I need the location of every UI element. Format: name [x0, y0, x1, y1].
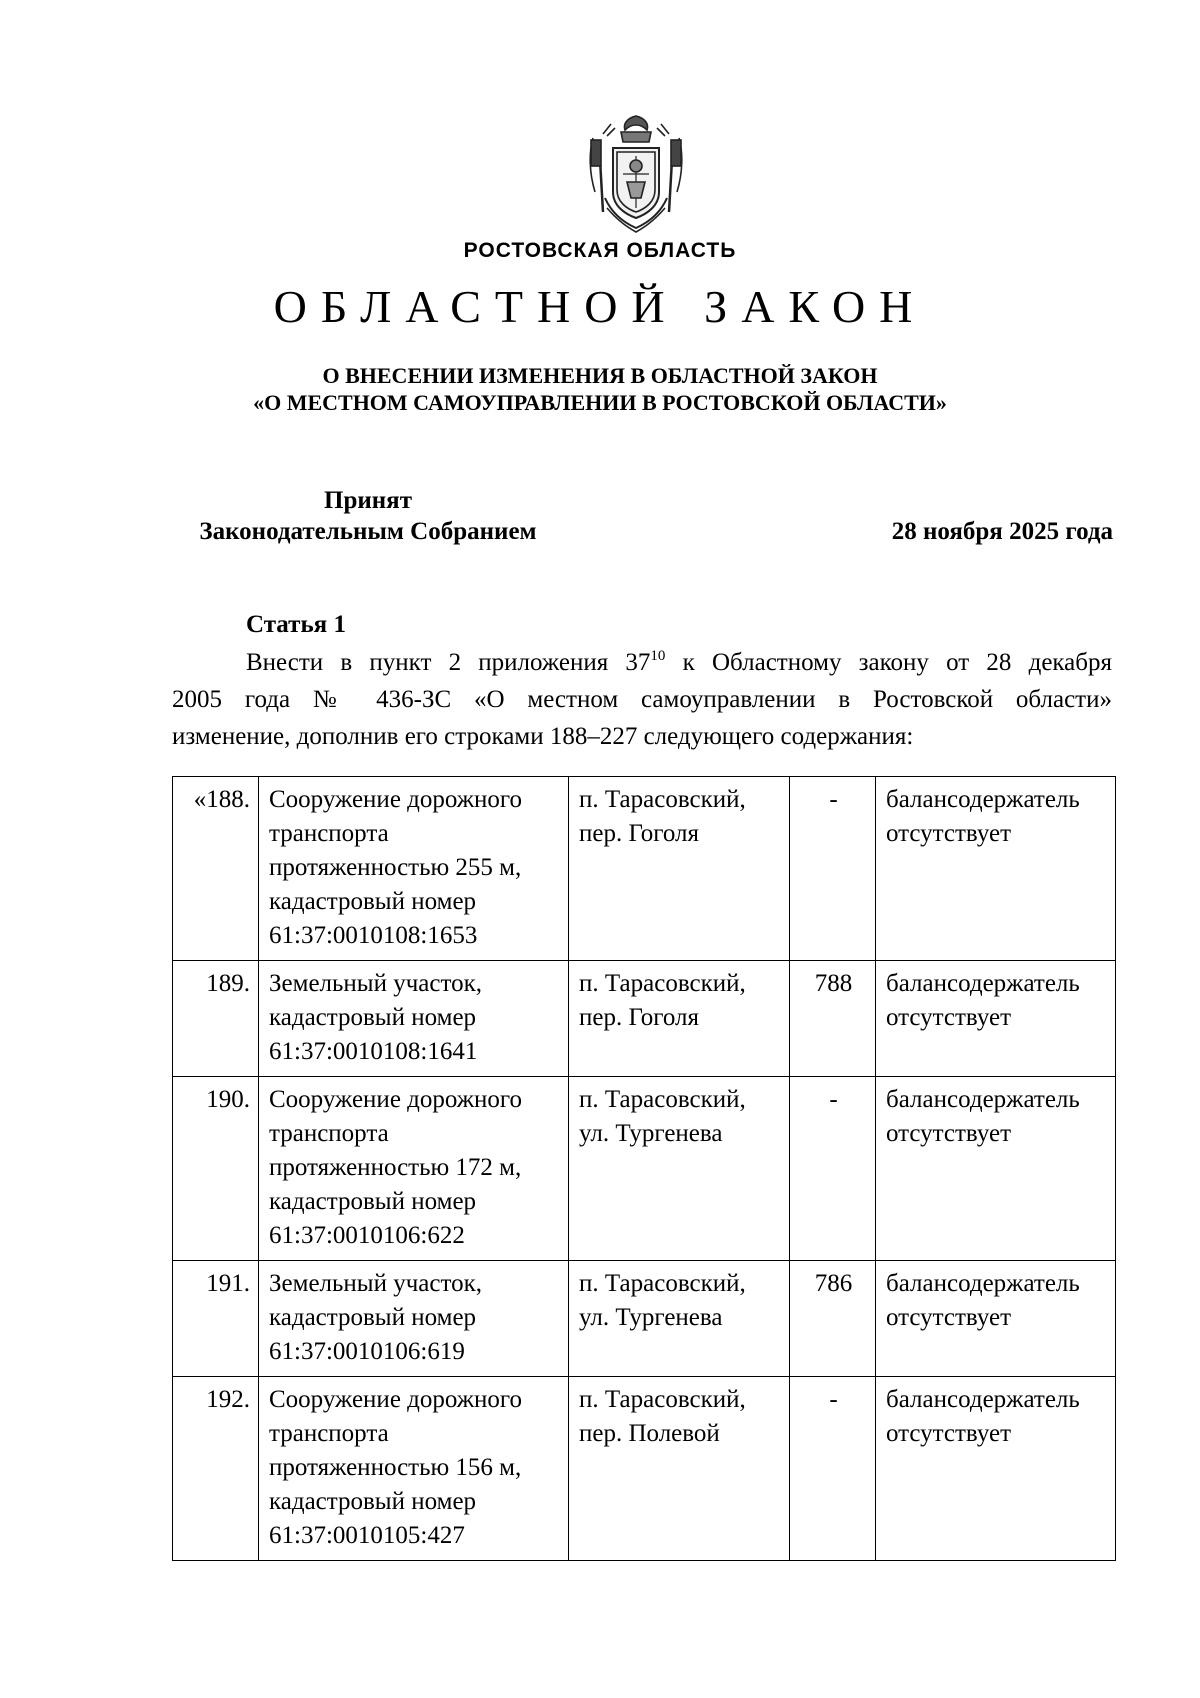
table-row [173, 1077, 1116, 1261]
table-row [173, 1377, 1116, 1561]
adoption-date: 28 ноября 2025 года [891, 518, 1113, 545]
object-description-line: 61:37:0010108:1653 [269, 922, 478, 949]
address-line: п. Тарасовский, [579, 1086, 746, 1113]
address-line: ул. Тургенева [579, 1304, 723, 1331]
adoption-label [173, 485, 563, 547]
address-cell [569, 777, 790, 961]
article-paragraph [172, 644, 1112, 755]
address-cell [569, 961, 790, 1077]
balance-holder-line: балансодержатель [886, 1086, 1080, 1113]
balance-holder-line: отсутствует [886, 1304, 1012, 1331]
article-line-1-text: Внести в пункт 2 приложения 37 [246, 649, 651, 676]
area-cell: - [790, 1077, 876, 1261]
address-line: п. Тарасовский, [579, 786, 746, 813]
object-description-line: 61:37:0010105:427 [269, 1522, 465, 1549]
address-line: п. Тарасовский, [579, 1386, 746, 1413]
address-line: п. Тарасовский, [579, 970, 746, 997]
balance-holder-cell [876, 1261, 1116, 1377]
balance-holder-line: отсутствует [886, 1004, 1012, 1031]
address-cell [569, 1261, 790, 1377]
table-row [173, 1261, 1116, 1377]
object-description-cell [259, 961, 569, 1077]
adoption-label-line-2: Законодательным Собранием [199, 518, 537, 545]
balance-holder-line: балансодержатель [886, 786, 1080, 813]
row-number-cell: 190. [173, 1077, 259, 1261]
object-description-line: кадастровый номер [269, 1488, 477, 1515]
balance-holder-line: отсутствует [886, 1420, 1012, 1447]
balance-holder-line: балансодержатель [886, 1270, 1080, 1297]
address-line: п. Тарасовский, [579, 1270, 746, 1297]
object-description-line: протяженностью 172 м, [269, 1154, 522, 1181]
address-line: пер. Полевой [579, 1420, 720, 1447]
law-subject-line-1: О ВНЕСЕНИИ ИЗМЕНЕНИЯ В ОБЛАСТНОЙ ЗАКОН [322, 363, 878, 388]
article-line-1 [172, 644, 1112, 681]
object-description-line: протяженностью 255 м, [269, 854, 522, 881]
object-description-line: транспорта [269, 1120, 389, 1147]
address-line: ул. Тургенева [579, 1120, 723, 1147]
object-description-line: Сооружение дорожного [269, 1386, 523, 1413]
object-description-cell [259, 1261, 569, 1377]
address-line: пер. Гоголя [579, 1004, 700, 1031]
article-line-1-text-cont: к Областному закону от 28 декабря [665, 649, 1112, 676]
object-description-line: протяженностью 156 м, [269, 1454, 522, 1481]
object-description-line: 61:37:0010106:622 [269, 1222, 465, 1249]
law-subject-line-2: «О МЕСТНОМ САМОУПРАВЛЕНИИ В РОСТОВСКОЙ ОБЛАСТИ» [253, 390, 947, 415]
balance-holder-cell [876, 777, 1116, 961]
row-number-cell: 191. [173, 1261, 259, 1377]
area-cell: 786 [790, 1261, 876, 1377]
row-number-cell: «188. [173, 777, 259, 961]
document-type-title: ОБЛАСТНОЙ ЗАКОН [273, 281, 927, 332]
object-description-line: кадастровый номер [269, 1304, 477, 1331]
area-cell: 788 [790, 961, 876, 1077]
balance-holder-line: отсутствует [886, 820, 1012, 847]
object-description-line: кадастровый номер [269, 1188, 477, 1215]
adoption-label-line-1: Принят [324, 487, 412, 514]
coat-of-arms-emblem [583, 112, 689, 236]
row-number-cell: 189. [173, 961, 259, 1077]
object-description-cell [259, 1077, 569, 1261]
balance-holder-line: балансодержатель [886, 1386, 1080, 1413]
balance-holder-cell [876, 961, 1116, 1077]
balance-holder-cell [876, 1077, 1116, 1261]
object-description-line: 61:37:0010106:619 [269, 1338, 465, 1365]
area-cell: - [790, 1377, 876, 1561]
object-description-line: кадастровый номер [269, 888, 477, 915]
address-line: пер. Гоголя [579, 820, 700, 847]
object-description-line: Сооружение дорожного [269, 786, 523, 813]
object-description-line: 61:37:0010108:1641 [269, 1038, 478, 1065]
amendment-table [172, 776, 1116, 1561]
object-description-cell [259, 777, 569, 961]
address-cell [569, 1077, 790, 1261]
region-name: РОСТОВСКАЯ ОБЛАСТЬ [463, 239, 737, 262]
area-cell: - [790, 777, 876, 961]
table-row [173, 961, 1116, 1077]
object-description-cell [259, 1377, 569, 1561]
address-cell [569, 1377, 790, 1561]
article-line-3: изменение, дополнив его строками 188–227 следующего содержания: [172, 723, 914, 750]
object-description-line: транспорта [269, 1420, 389, 1447]
object-description-line: Земельный участок, [269, 970, 482, 997]
article-line-2: 2005 года № 436-ЗС «О местном самоуправлении в Ростовской области» [172, 686, 1112, 713]
balance-holder-cell [876, 1377, 1116, 1561]
row-number-cell: 192. [173, 1377, 259, 1561]
object-description-line: кадастровый номер [269, 1004, 477, 1031]
table-row [173, 777, 1116, 961]
balance-holder-line: балансодержатель [886, 970, 1080, 997]
object-description-line: Сооружение дорожного [269, 1086, 523, 1113]
object-description-line: транспорта [269, 820, 389, 847]
article-heading: Статья 1 [246, 611, 346, 638]
appendix-superscript: 10 [650, 648, 666, 664]
object-description-line: Земельный участок, [269, 1270, 482, 1297]
law-subject [0, 362, 1200, 416]
balance-holder-line: отсутствует [886, 1120, 1012, 1147]
